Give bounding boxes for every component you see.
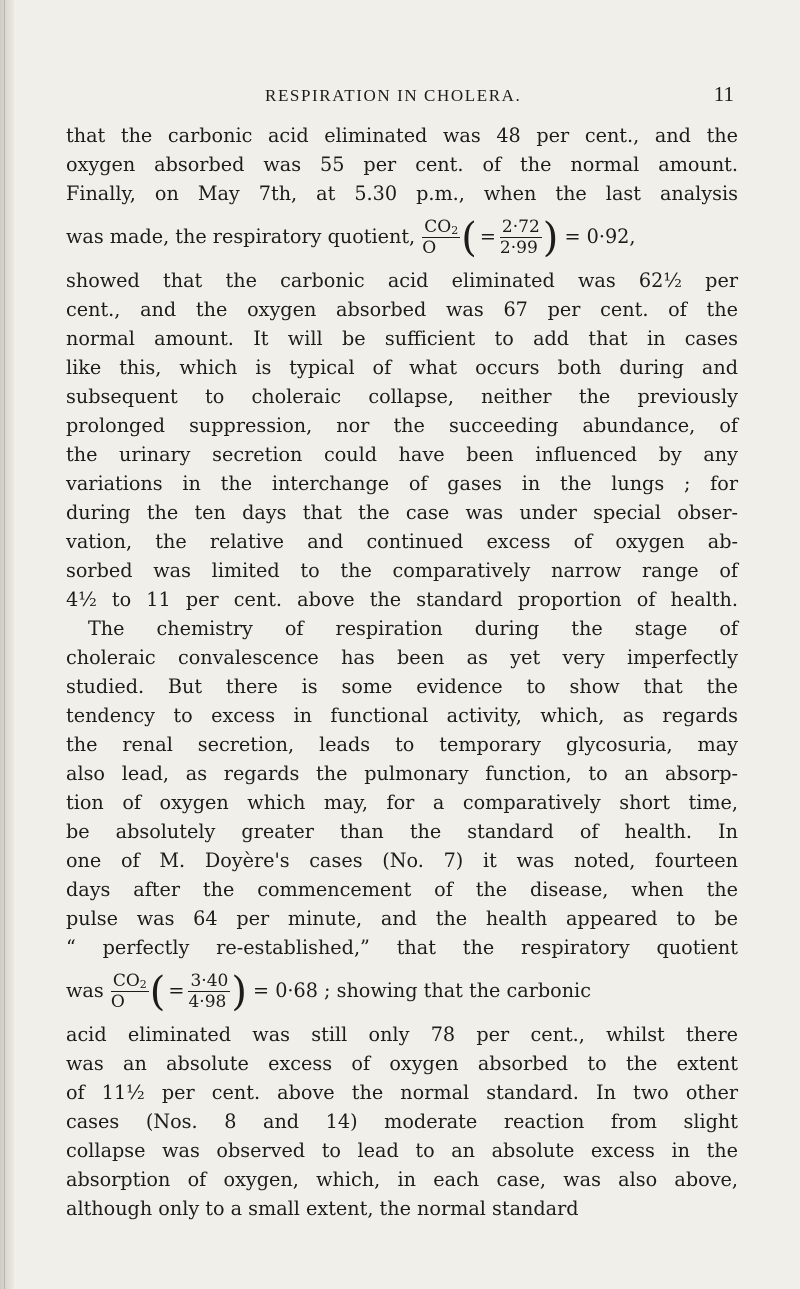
text-line: studied. But there is some evidence to show that the [66, 675, 738, 698]
formula-2-ratio [111, 973, 149, 1011]
text-line: subsequent to choleraic collapse, neither the previously [66, 385, 738, 408]
text-line: oxygen absorbed was 55 per cent. of the normal amount. [66, 153, 738, 176]
formula-2-num-sub: 2 [139, 978, 147, 991]
formula-2-open-paren: ( [149, 969, 166, 1015]
text-line: tion of oxygen which may, for a comparatively short time, [66, 791, 738, 814]
page-edge-line [4, 0, 5, 1289]
text-line: variations in the interchange of gases in the lungs ; for [66, 472, 738, 495]
formula-1-inner-num: 2·72 [501, 217, 540, 237]
text-line: prolonged suppression, nor the succeeding abundance, of [66, 414, 738, 437]
text-line: cent., and the oxygen absorbed was 67 per cent. of the [66, 298, 738, 321]
text-line: Finally, on May 7th, at 5.30 p.m., when the last analysis [66, 182, 738, 205]
page-edge [0, 0, 14, 1289]
text-line: although only to a small extent, the normal standard [66, 1197, 579, 1220]
text-line: choleraic convalescence has been as yet very imperfectly [66, 646, 738, 669]
formula-2-equals: = [168, 979, 185, 1002]
text-line: “ perfectly re-established,” that the respiratory quotient [66, 936, 738, 959]
text-line: collapse was observed to lead to an absolute excess in the [66, 1139, 738, 1162]
formula-line-1 [66, 208, 738, 266]
text-line: was an absolute excess of oxygen absorbed to the extent [66, 1052, 738, 1075]
text-line: sorbed was limited to the comparatively narrow range of [66, 559, 738, 582]
formula-2-inner-den: 4·98 [188, 992, 227, 1012]
formula-1-close-paren: ) [542, 215, 559, 261]
text-line: days after the commencement of the disease, when the [66, 878, 738, 901]
running-title: RESPIRATION IN CHOLERA. [265, 86, 522, 105]
text-line: also lead, as regards the pulmonary function, to an absorp- [66, 762, 738, 785]
text-line: of 11½ per cent. above the normal standard. In two other [66, 1081, 738, 1104]
formula-1-den: O [422, 238, 437, 258]
text-line: the renal secretion, leads to temporary glycosuria, may [66, 733, 738, 756]
formula-1-equals: = [479, 225, 496, 248]
text-line: tendency to excess in functional activity, which, as regards [66, 704, 738, 727]
text-line: like this, which is typical of what occurs both during and [66, 356, 738, 379]
formula-1-num-sub: 2 [451, 224, 459, 237]
text-line: one of M. Doyère's cases (No. 7) it was noted, fourteen [66, 849, 738, 872]
text-line: cases (Nos. 8 and 14) moderate reaction from slight [66, 1110, 738, 1133]
formula-1-open-paren: ( [461, 215, 477, 261]
text-line: acid eliminated was still only 78 per cent., whilst there [66, 1023, 738, 1046]
formula-1-value [500, 219, 542, 257]
formula-2-inner-num: 3·40 [190, 971, 229, 991]
body-text [66, 121, 738, 1223]
page-number: 11 [713, 82, 734, 106]
text-line: vation, the relative and continued excess of oxygen ab- [66, 530, 738, 553]
text-line: be absolutely greater than the standard of health. In [66, 820, 738, 843]
formula-2-num: CO [112, 971, 140, 991]
text-line: that the carbonic acid eliminated was 48 per cent., and the [66, 124, 738, 147]
formula-line-2-tail: = 0·68 ; showing that the carbonic [253, 979, 591, 1002]
text-line: showed that the carbonic acid eliminated was 62½ per [66, 269, 738, 292]
formula-2-close-paren: ) [231, 969, 247, 1015]
formula-1-inner-den: 2·99 [499, 238, 538, 258]
text-line: the urinary secretion could have been influenced by any [66, 443, 738, 466]
formula-line-1-lead: was made, the respiratory quotient, [66, 225, 416, 248]
formula-1-ratio [422, 219, 460, 257]
text-line: 4½ to 11 per cent. above the standard proportion of health. [66, 588, 738, 611]
formula-line-2 [66, 962, 738, 1020]
formula-line-2-lead: was [66, 979, 104, 1002]
text-line: during the ten days that the case was under special obser- [66, 501, 738, 524]
text-line: absorption of oxygen, which, in each case, was also above, [66, 1168, 738, 1191]
text-line: The chemistry of respiration during the stage of [88, 617, 738, 640]
formula-2-den: O [110, 992, 125, 1012]
formula-1-num: CO [424, 217, 452, 237]
text-line: pulse was 64 per minute, and the health appeared to be [66, 907, 738, 930]
text-line: normal amount. It will be sufficient to add that in cases [66, 327, 738, 350]
formula-2-value [188, 973, 230, 1011]
formula-line-1-tail: = 0·92, [564, 225, 636, 248]
